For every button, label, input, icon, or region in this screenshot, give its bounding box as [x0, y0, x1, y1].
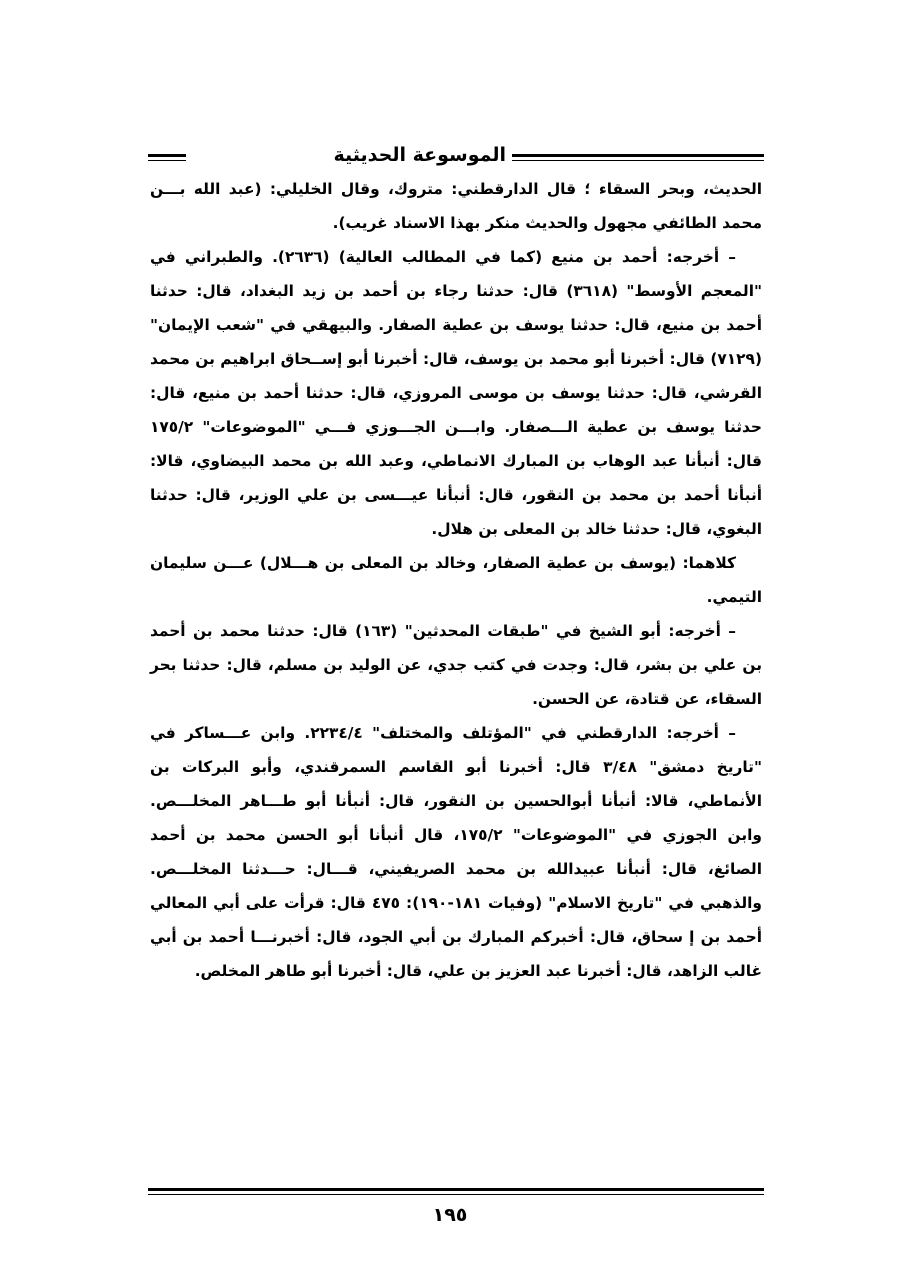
header-rule-left [148, 154, 186, 161]
footer-rule [148, 1188, 764, 1195]
running-header [148, 138, 764, 172]
header-rule-right [512, 154, 764, 161]
paragraph-takhrij-abu-al-shaykh: – أخرجه: أبو الشيخ في "طبقات المحدثين" (١٦٣) قال: حدثنا محمد بن أحمد بن علي بن بشر، قال: وجدت في كتب جدي، عن الوليد بن مسلم، قال: حدثنا بحر السقاء، عن قتادة، عن الحسن. [150, 622, 762, 708]
body-text [150, 172, 762, 988]
paragraph-takhrij-daraqutni: – أخرجه: الدارقطني في "المؤتلف والمختلف" ٢٢٣٤/٤. وابن عـــساكر في "تاريخ دمشق" ٣/٤٨ قال: أخبرنا أبو القاسم السمرقندي، وأبو البركات بن الأنماطي، قالا: أنبأنا أبوالحسين بن النقور، قال: أنبأنا أبو طـــاهر المخلـــص. وابن الجوزي في "الموضوعات" ١٧٥/٢، قال أنبأنا أبو الحسن محمد بن أحمد الصائغ، قال: أنبأنا عبيدالله بن محمد الصريفيني، قـــال: حـــدثنا المخلـــص. والذهبي في "تاريخ الاسلام" (وفيات ١٨١-١٩٠): ٤٧٥ قال: قرأت على أبي المعالي أحمد بن إ سحاق، قال: أخبركم المبارك بن أبي الجود، قال: أخبرنـــا أحمد بن أبي غالب الزاهد، قال: أخبرنا عبد العزيز بن علي، قال: أخبرنا أبو طاهر المخلص. [150, 724, 763, 980]
paragraph-continuation: الحديث، وبحر السقاء ؛ قال الدارقطني: متروك، وقال الخليلي: (عبد الله بـــن محمد الطائفي مجهول والحديث منكر بهذا الاسناد غريب). [150, 180, 762, 232]
page-number: ١٩٥ [432, 1204, 468, 1226]
paragraph-takhrij-ahmad-bin-mani: – أخرجه: أحمد بن منيع (كما في المطالب العالية) (٢٦٣٦). والطبراني في "المعجم الأوسط" (٣٦١٨) قال: حدثنا رجاء بن أحمد بن زيد البغداد، قال: حدثنا أحمد بن منيع، قال: حدثنا يوسف بن عطية الصفار. والبيهقي في "شعب الإيمان" (٧١٢٩) قال: أخبرنا أبو محمد بن يوسف، قال: أخبرنا أبو إســحاق ابراهيم بن محمد القرشي، قال: حدثنا يوسف بن موسى المروزي، قال: حدثنا أحمد بن منيع، قال: حدثنا يوسف بن عطية الـــصفار. وابـــن الجـــوزي فـــي "الموضوعات" ١٧٥/٢ قال: أنبأنا عبد الوهاب بن المبارك الانماطي، وعبد الله بن محمد البيضاوي، قالا: أنبأنا أحمد بن محمد بن النقور، قال: أنبأنا عيـــسى بن علي الوزير، قال: حدثنا البغوي، قال: حدثنا خالد بن المعلى بن هلال. [150, 248, 762, 538]
paragraph-kilahuma: كلاهما: (يوسف بن عطية الصفار، وخالد بن المعلى بن هـــلال) عـــن سليمان التيمي. [150, 554, 762, 606]
header-title: الموسوعة الحديثية [333, 144, 506, 166]
